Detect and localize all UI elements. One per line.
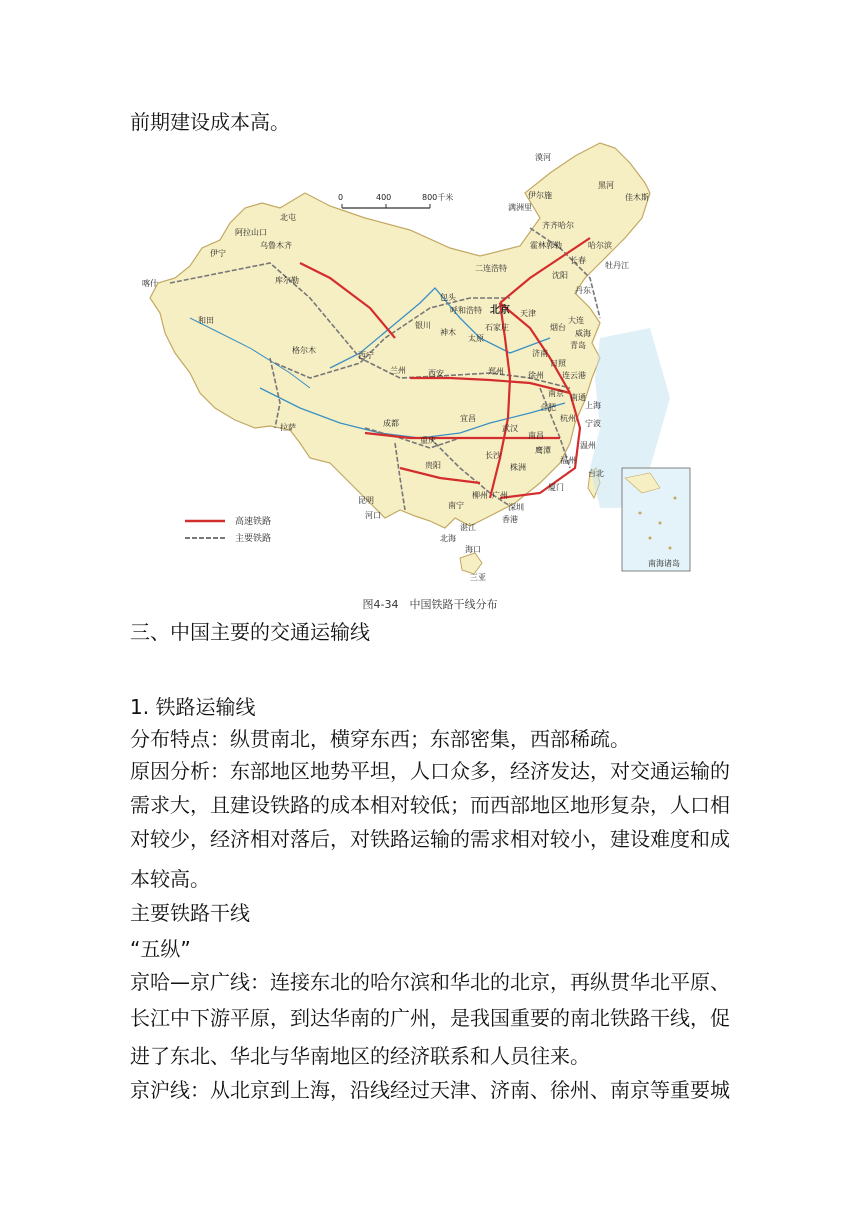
city-label: 香港 bbox=[502, 515, 518, 524]
city-label: 太原 bbox=[468, 334, 484, 343]
figure-caption: 图4-34 中国铁路干线分布 bbox=[362, 598, 498, 611]
text-line: 京沪线：从北京到上海，沿线经过天津、济南、徐州、南京等重要城 bbox=[130, 1078, 730, 1102]
city-label: 哈尔滨 bbox=[588, 241, 612, 250]
city-label: 二连浩特 bbox=[475, 264, 507, 273]
city-label: 厦门 bbox=[548, 483, 564, 492]
city-label: 黑河 bbox=[598, 181, 614, 190]
city-label: 温州 bbox=[580, 441, 596, 450]
city-label: 鹰潭 bbox=[535, 446, 551, 455]
city-label: 长沙 bbox=[485, 451, 501, 460]
subsection-heading: 1. 铁路运输线 bbox=[130, 695, 256, 719]
city-label: 霍林郭勒 bbox=[530, 241, 562, 250]
city-label: 南宁 bbox=[448, 501, 464, 510]
city-label: 满洲里 bbox=[508, 203, 532, 212]
text-line: 主要铁路干线 bbox=[130, 901, 250, 925]
railway-map-figure bbox=[130, 138, 730, 611]
city-label: 喀什 bbox=[142, 279, 158, 288]
scale-label-800: 800千米 bbox=[422, 193, 454, 202]
city-label: 宜昌 bbox=[460, 414, 476, 423]
city-label: 贵阳 bbox=[425, 461, 441, 470]
city-label: 漠河 bbox=[535, 153, 551, 162]
city-label: 呼和浩特 bbox=[450, 306, 482, 315]
city-label: 北海 bbox=[440, 534, 456, 543]
south-china-sea-inset bbox=[622, 468, 690, 571]
city-label: 银川 bbox=[415, 321, 431, 330]
city-label: 青岛 bbox=[570, 341, 586, 350]
city-label: 台北 bbox=[588, 469, 604, 478]
city-label: 宁波 bbox=[585, 419, 601, 428]
text-line: 长江中下游平原，到达华南的广州，是我国重要的南北铁路干线，促 bbox=[130, 1006, 730, 1030]
city-label: 北京 bbox=[490, 305, 510, 316]
city-label: 伊尔施 bbox=[528, 191, 552, 200]
city-label: 神木 bbox=[440, 328, 456, 337]
city-label: 齐齐哈尔 bbox=[542, 221, 574, 230]
city-label: 深圳 bbox=[508, 503, 524, 512]
text-line: “五纵” bbox=[130, 937, 191, 961]
text-line: 进了东北、华北与华南地区的经济联系和人员往来。 bbox=[130, 1044, 590, 1068]
text-line: 本较高。 bbox=[130, 867, 210, 891]
hainan-island bbox=[460, 553, 482, 574]
city-label: 北屯 bbox=[280, 213, 296, 222]
city-label: 石家庄 bbox=[485, 323, 509, 332]
city-label: 阿拉山口 bbox=[235, 228, 267, 237]
city-label: 大连 bbox=[568, 316, 584, 325]
scale-label-0: 0 bbox=[338, 193, 344, 202]
city-label: 南通 bbox=[570, 393, 586, 402]
city-label: 南京 bbox=[548, 389, 564, 398]
text-line: 京哈—京广线：连接东北的哈尔滨和华北的北京，再纵贯华北平原、 bbox=[130, 970, 730, 994]
city-label: 威海 bbox=[575, 329, 591, 338]
map-legend bbox=[185, 515, 271, 544]
city-label: 徐州 bbox=[528, 371, 544, 380]
text-line: 前期建设成本高。 bbox=[130, 110, 290, 134]
city-label: 柳州 bbox=[472, 491, 488, 500]
city-label: 武汉 bbox=[502, 424, 518, 433]
scale-bar bbox=[338, 192, 453, 208]
city-label: 连云港 bbox=[562, 371, 586, 380]
city-label: 成都 bbox=[383, 419, 399, 428]
city-label: 兰州 bbox=[390, 366, 406, 375]
legend-main-label: 主要铁路 bbox=[235, 534, 272, 544]
city-label: 乌鲁木齐 bbox=[260, 241, 292, 250]
text-line: 对较少，经济相对落后，对铁路运输的需求相对较小，建设难度和成 bbox=[130, 827, 730, 851]
city-label: 天津 bbox=[520, 309, 536, 318]
city-label: 包头 bbox=[440, 293, 456, 302]
city-label: 湛江 bbox=[460, 523, 476, 532]
city-label: 重庆 bbox=[420, 436, 436, 445]
inset-label: 南海诸岛 bbox=[648, 559, 680, 568]
legend-hsr-label: 高速铁路 bbox=[235, 517, 272, 527]
city-label: 济南 bbox=[532, 349, 548, 358]
city-label: 海口 bbox=[465, 545, 481, 554]
china-railway-map bbox=[130, 138, 730, 593]
city-label: 沈阳 bbox=[552, 271, 568, 280]
city-label: 南昌 bbox=[528, 431, 544, 440]
scale-label-400: 400 bbox=[376, 193, 392, 202]
text-line: 分布特点：纵贯南北，横穿东西；东部密集，西部稀疏。 bbox=[130, 727, 630, 751]
city-label: 广州 bbox=[492, 491, 508, 500]
city-label: 烟台 bbox=[550, 323, 566, 332]
city-label: 牡丹江 bbox=[605, 261, 629, 270]
city-label: 株洲 bbox=[510, 463, 526, 472]
city-label: 郑州 bbox=[488, 367, 504, 376]
city-label: 拉萨 bbox=[280, 423, 296, 432]
city-label: 日照 bbox=[550, 359, 566, 368]
city-label: 伊宁 bbox=[210, 249, 226, 258]
city-label: 格尔木 bbox=[292, 346, 316, 355]
city-label: 库尔勒 bbox=[275, 276, 299, 285]
city-label: 和田 bbox=[198, 316, 214, 325]
city-label: 上海 bbox=[585, 401, 601, 410]
city-label: 福州 bbox=[560, 456, 576, 465]
city-label: 合肥 bbox=[540, 403, 556, 412]
text-line: 需求大，且建设铁路的成本相对较低；而西部地区地形复杂，人口相 bbox=[130, 793, 730, 817]
city-label: 长春 bbox=[570, 256, 586, 265]
city-label: 昆明 bbox=[358, 496, 374, 505]
city-label: 杭州 bbox=[560, 414, 576, 423]
section-heading: 三、中国主要的交通运输线 bbox=[130, 620, 370, 644]
text-line: 原因分析：东部地区地势平坦，人口众多，经济发达，对交通运输的 bbox=[130, 759, 730, 783]
city-label: 河口 bbox=[365, 511, 381, 520]
city-label: 三亚 bbox=[470, 573, 486, 582]
city-label: 佳木斯 bbox=[625, 193, 649, 202]
city-label: 西安 bbox=[428, 369, 444, 378]
city-label: 西宁 bbox=[358, 351, 374, 360]
city-label: 丹东 bbox=[575, 286, 591, 295]
